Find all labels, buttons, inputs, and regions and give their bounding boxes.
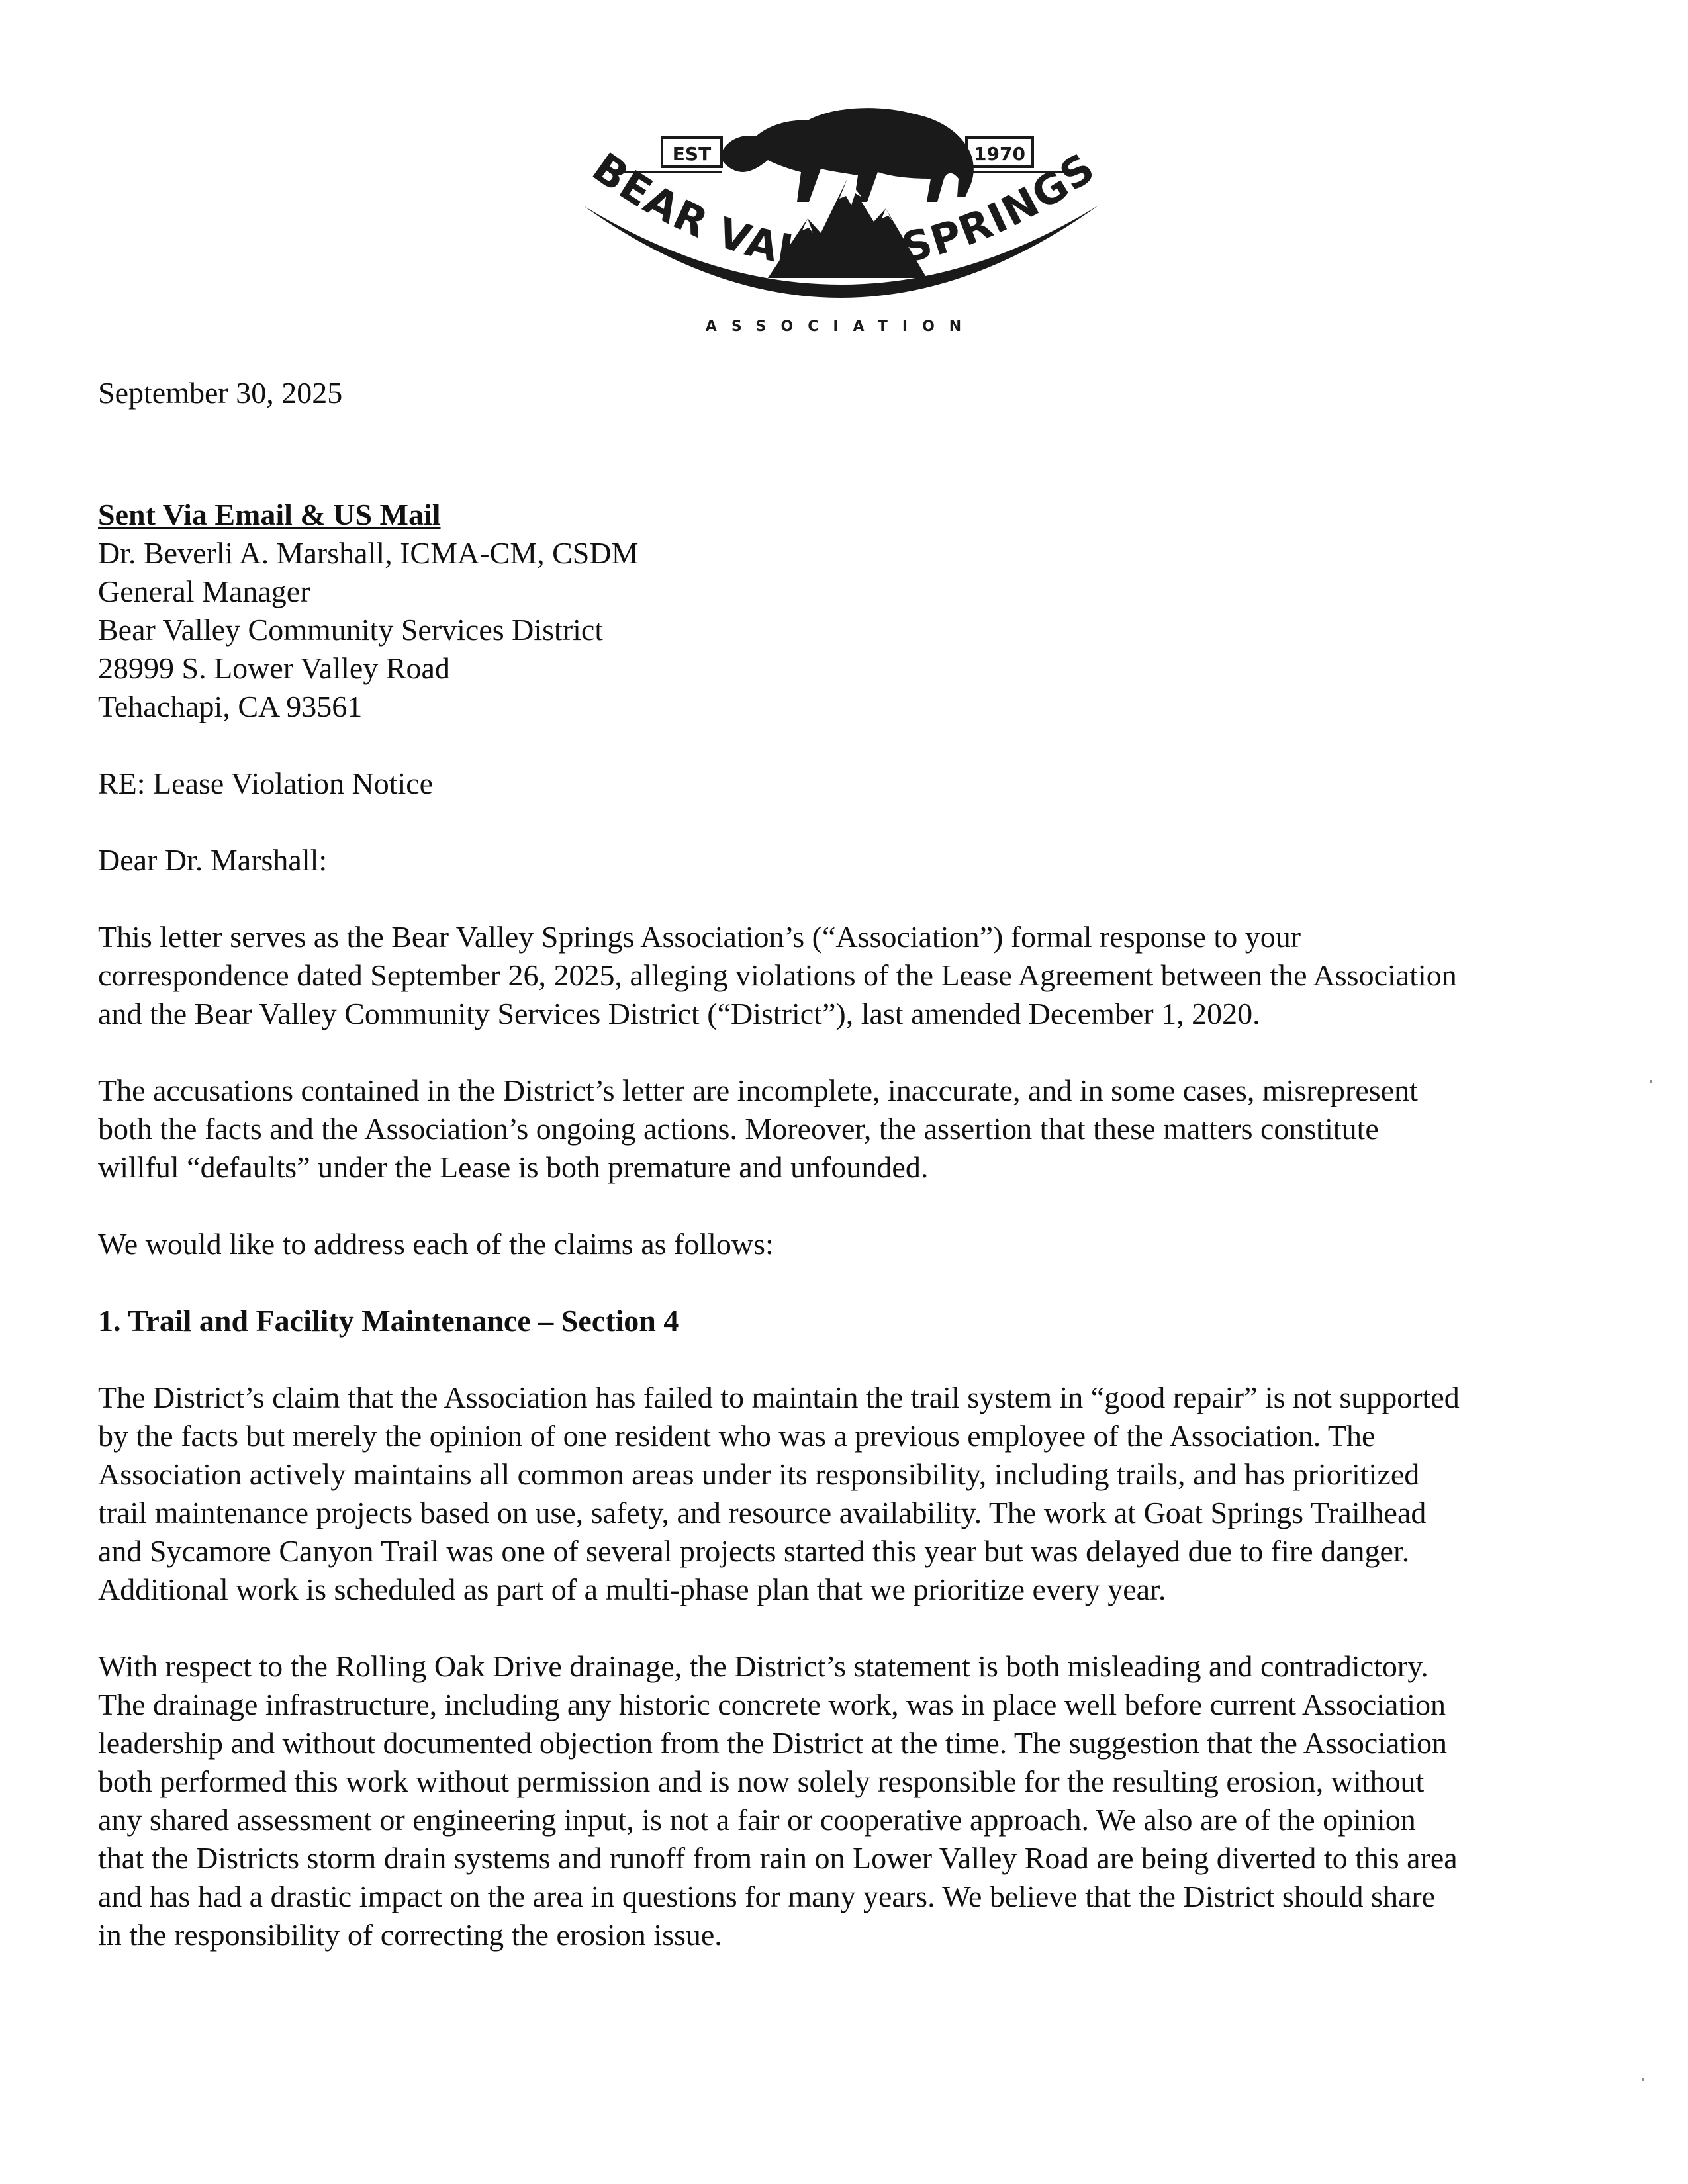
paragraph-intro — [98, 918, 1587, 1033]
paragraph-line: The District’s claim that the Association has failed to maintain the trail system in “good repair” is not supported — [98, 1381, 1460, 1414]
paragraph-line: We would like to address each of the claims as follows: — [98, 1227, 774, 1261]
paragraph-line: Additional work is scheduled as part of a multi-phase plan that we prioritize every year. — [98, 1572, 1166, 1606]
paragraph-line: both performed this work without permission and is now solely responsible for the resulting erosion, without — [98, 1764, 1425, 1798]
paragraph-line: correspondence dated September 26, 2025, alleging violations of the Lease Agreement between the Association — [98, 958, 1457, 992]
paragraph-line: This letter serves as the Bear Valley Springs Association’s (“Association”) formal response to your — [98, 920, 1301, 954]
paragraph-drainage — [98, 1647, 1587, 1954]
year-label: 1970 — [974, 143, 1025, 165]
recipient-name: Dr. Beverli A. Marshall, ICMA-CM, CSDM — [98, 536, 639, 570]
logo-subtitle: ASSOCIATION — [705, 318, 976, 335]
est-label: EST — [672, 143, 712, 165]
sent-via-line: Sent Via Email & US Mail — [98, 498, 441, 531]
recipient-city: Tehachapi, CA 93561 — [98, 690, 363, 723]
letter-body — [98, 374, 1587, 1993]
salutation: Dear Dr. Marshall: — [98, 843, 328, 877]
scan-speck — [1650, 1080, 1652, 1083]
paragraph-line: and the Bear Valley Community Services District (“District”), last amended December 1, 2020. — [98, 997, 1260, 1030]
paragraph-line: any shared assessment or engineering input, is not a fair or cooperative approach. We also are of the opinion — [98, 1803, 1416, 1837]
section-1-heading: 1. Trail and Facility Maintenance – Section 4 — [98, 1304, 679, 1338]
recipient-organization: Bear Valley Community Services District — [98, 613, 604, 647]
paragraph-line: by the facts but merely the opinion of one resident who was a previous employee of the Association. The — [98, 1419, 1376, 1453]
paragraph-line: and Sycamore Canyon Trail was one of several projects started this year but was delayed due to fire danger. — [98, 1534, 1410, 1568]
bear-mountain-logo-graphic — [569, 79, 1112, 344]
paragraph-line: leadership and without documented objection from the District at the time. The suggestion that the Association — [98, 1726, 1448, 1760]
paragraph-accusations — [98, 1071, 1587, 1187]
association-logo — [569, 79, 1112, 344]
letter-date: September 30, 2025 — [98, 376, 343, 410]
paragraph-line: in the responsibility of correcting the erosion issue. — [98, 1918, 722, 1952]
paragraph-line: and has had a drastic impact on the area in questions for many years. We believe that the District should share — [98, 1880, 1436, 1913]
scan-speck — [1642, 2078, 1644, 2081]
paragraph-line: both the facts and the Association’s ongoing actions. Moreover, the assertion that these matters constitute — [98, 1112, 1379, 1146]
paragraph-line: that the Districts storm drain systems and runoff from rain on Lower Valley Road are being diverted to this area — [98, 1841, 1458, 1875]
paragraph-line: With respect to the Rolling Oak Drive drainage, the District’s statement is both misleading and contradictory. — [98, 1649, 1429, 1683]
recipient-title: General Manager — [98, 574, 310, 608]
re-line: RE: Lease Violation Notice — [98, 766, 434, 800]
recipient-block — [98, 496, 1587, 726]
paragraph-line: willful “defaults” under the Lease is both premature and unfounded. — [98, 1150, 929, 1184]
paragraph-line: The accusations contained in the District’s letter are incomplete, inaccurate, and in some cases, misrepresent — [98, 1073, 1418, 1107]
recipient-street: 28999 S. Lower Valley Road — [98, 651, 450, 685]
paragraph-line: The drainage infrastructure, including any historic concrete work, was in place well before current Association — [98, 1688, 1446, 1721]
logo-name: BEAR VALLEY SPRINGS — [584, 143, 1104, 279]
paragraph-line: trail maintenance projects based on use, safety, and resource availability. The work at Goat Springs Trailhead — [98, 1496, 1427, 1529]
paragraph-address-claims — [98, 1225, 1587, 1263]
paragraph-line: Association actively maintains all common areas under its responsibility, including trails, and has prioritized — [98, 1457, 1420, 1491]
paragraph-trail-maintenance — [98, 1379, 1587, 1609]
